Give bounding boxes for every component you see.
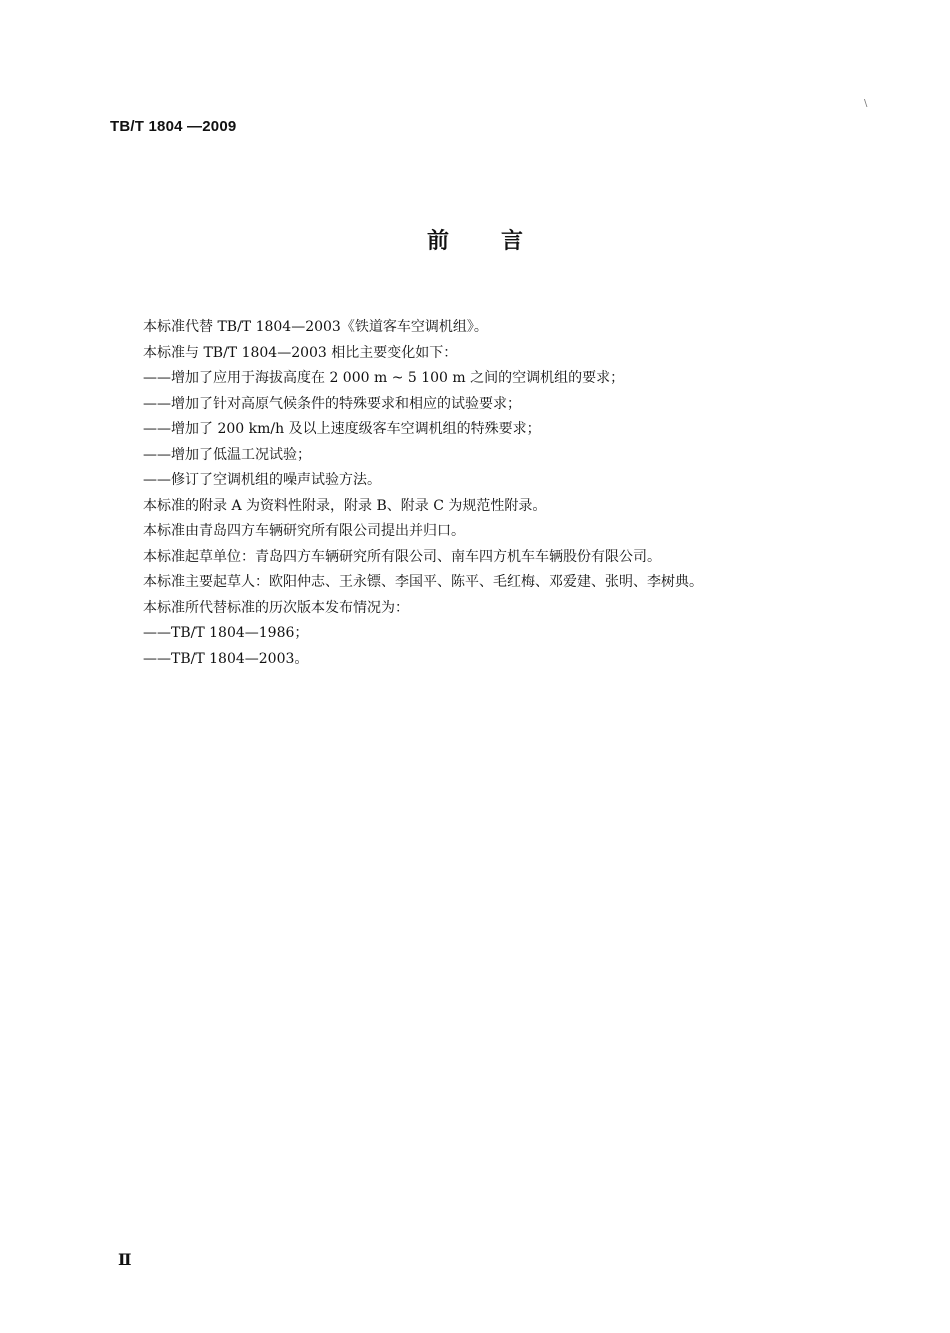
change-item: ——增加了应用于海拔高度在 2 000 m ~ 5 100 m 之间的空调机组的要求； bbox=[143, 370, 625, 386]
foreword-line: 本标准由青岛四方车辆研究所有限公司提出并归口。 bbox=[143, 523, 465, 539]
change-item: ——增加了针对高原气候条件的特殊要求和相应的试验要求； bbox=[143, 395, 521, 412]
foreword-line: 本标准起草单位：青岛四方车辆研究所有限公司、南车四方机车车辆股份有限公司。 bbox=[143, 548, 661, 565]
standard-code: TB/T 1804 —2009 bbox=[110, 118, 237, 135]
corner-mark: \ bbox=[864, 98, 868, 109]
foreword-line: 本标准代替 TB/T 1804—2003《铁道客车空调机组》。 bbox=[143, 319, 488, 335]
foreword-line: 本标准的附录 A 为资料性附录，附录 B、附录 C 为规范性附录。 bbox=[143, 497, 547, 514]
foreword-line: 本标准主要起草人：欧阳仲志、王永镖、李国平、陈平、毛红梅、邓爱建、张明、李树典。 bbox=[143, 574, 703, 590]
change-item: ——增加了 200 km/h 及以上速度级客车空调机组的特殊要求； bbox=[143, 421, 541, 437]
page-title: 前言 bbox=[426, 229, 575, 254]
change-item: ——增加了低温工况试验； bbox=[143, 446, 311, 463]
foreword-line: 本标准所代替标准的历次版本发布情况为： bbox=[143, 599, 409, 616]
change-item: ——修订了空调机组的噪声试验方法。 bbox=[143, 472, 381, 488]
page-number: Ⅱ bbox=[118, 1250, 132, 1269]
version-item: ——TB/T 1804—1986； bbox=[143, 625, 309, 641]
foreword-body bbox=[143, 315, 833, 672]
version-item: ——TB/T 1804—2003。 bbox=[143, 650, 309, 667]
foreword-line: 本标准与 TB/T 1804—2003 相比主要变化如下： bbox=[143, 344, 458, 361]
